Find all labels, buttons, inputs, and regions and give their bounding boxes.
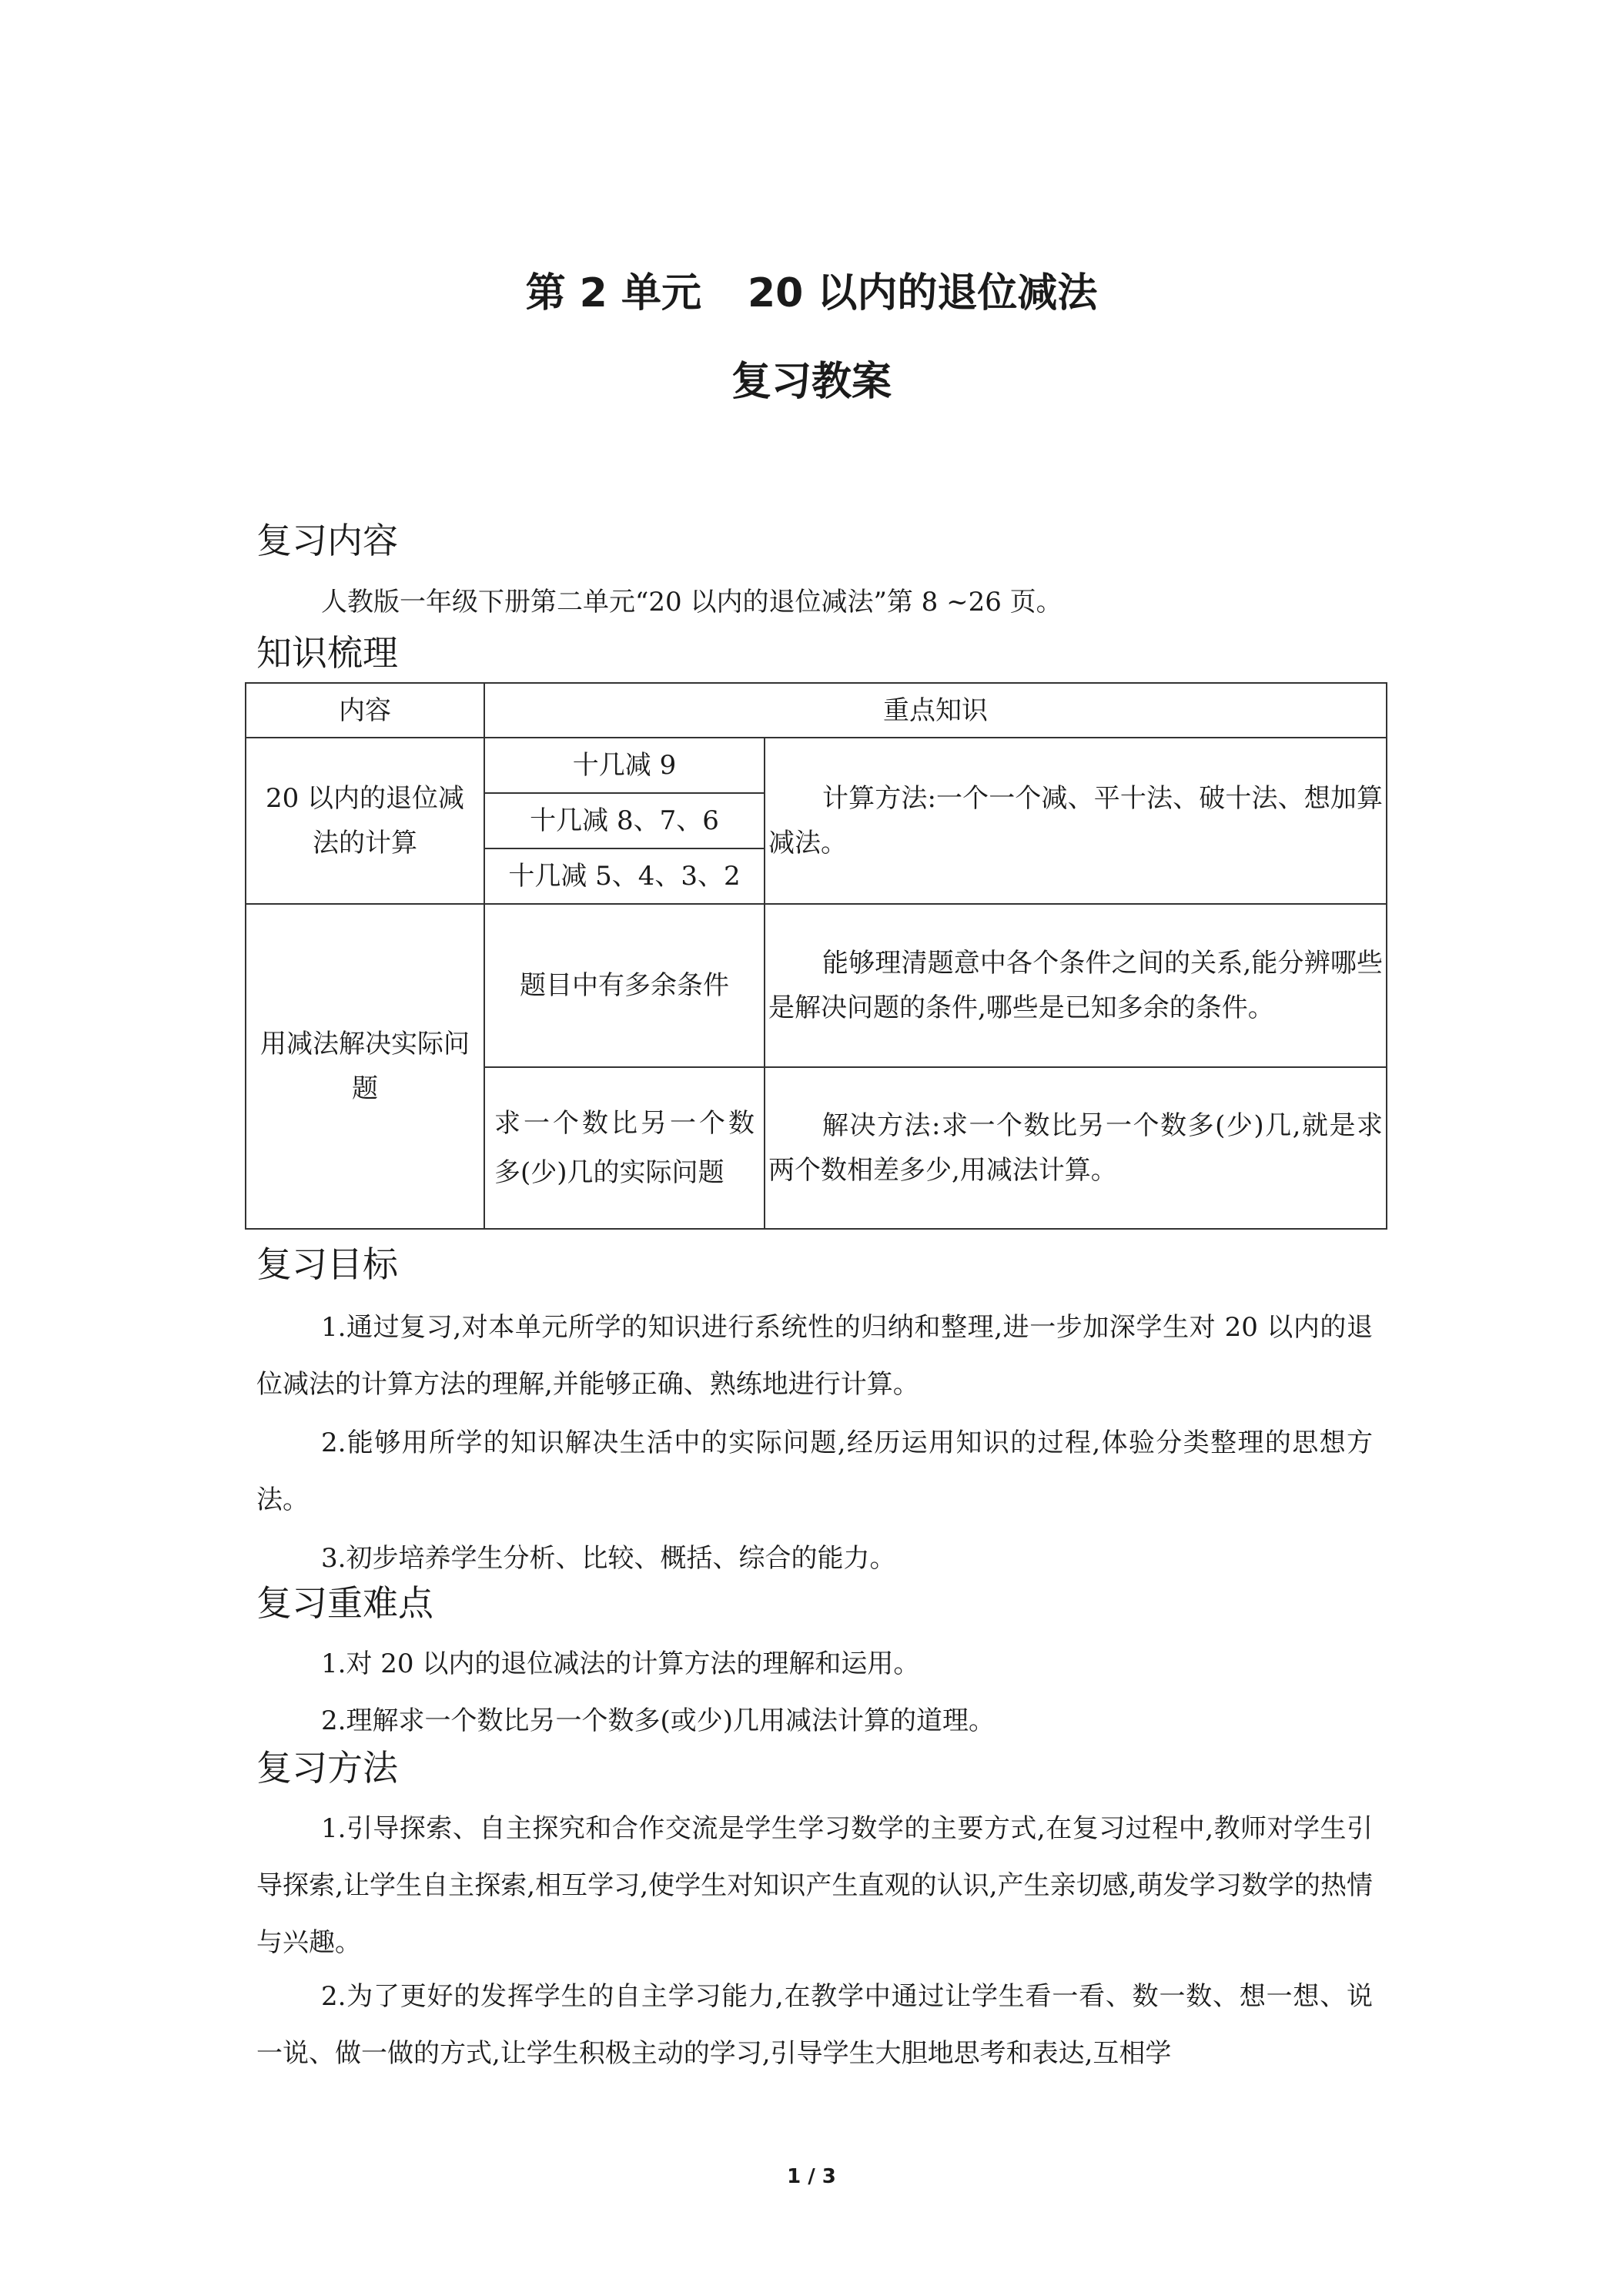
keypoint-item: 2.理解求一个数比另一个数多(或少)几用减法计算的道理。 xyxy=(321,1705,995,1736)
keypoint-item: 1.对 20 以内的退位减法的计算方法的理解和运用。 xyxy=(321,1648,920,1679)
row1-sub2: 十几减 8、7、6 xyxy=(484,793,765,848)
row1-sub3: 十几减 5、4、3、2 xyxy=(484,848,765,904)
row1-sub1: 十几减 9 xyxy=(484,738,765,793)
goal-item: 2.能够用所学的知识解决生活中的实际问题,经历运用知识的过程,体验分类整理的思想方法。 xyxy=(256,1427,1373,1515)
goal-item: 3.初步培养学生分析、比较、概括、综合的能力。 xyxy=(321,1543,896,1574)
header-content: 内容 xyxy=(246,683,484,738)
unit-topic: 20 以内的退位减法 xyxy=(747,270,1098,316)
section-heading-goals: 复习目标 xyxy=(256,1243,398,1285)
method-item: 1.引导探索、自主探究和合作交流是学生学习数学的主要方式,在复习过程中,教师对学生引导探索,让学生自主探索,相互学习,使学生对知识产生直观的认识,产生亲切感,萌发学习数学的热情与兴趣。 xyxy=(256,1813,1373,1958)
content-paragraph: 人教版一年级下册第二单元“20 以内的退位减法”第 8 ~26 页。 xyxy=(321,587,1062,618)
row1-category: 20 以内的退位减法的计算 xyxy=(246,738,484,904)
section-heading-keypoints: 复习重难点 xyxy=(256,1582,433,1624)
row2-sub2: 求一个数比另一个数多(少)几的实际问题 xyxy=(484,1067,765,1229)
row2-knowledge1: 能够理清题意中各个条件之间的关系,能分辨哪些是解决问题的条件,哪些是已知多余的条件。 xyxy=(765,904,1387,1067)
table-row xyxy=(246,904,1387,1067)
unit-label: 第 2 单元 xyxy=(525,270,701,316)
header-key-knowledge: 重点知识 xyxy=(484,683,1387,738)
row2-category: 用减法解决实际问题 xyxy=(246,904,484,1229)
table-header-row xyxy=(246,683,1387,738)
row2-sub1: 题目中有多余条件 xyxy=(484,904,765,1067)
document-title xyxy=(0,266,1623,321)
page-number: 1 / 3 xyxy=(787,2165,836,2188)
row1-knowledge: 计算方法:一个一个减、平十法、破十法、想加算减法。 xyxy=(765,738,1387,904)
section-heading-methods: 复习方法 xyxy=(256,1747,398,1789)
row2-knowledge2: 解决方法:求一个数比另一个数多(少)几,就是求两个数相差多少,用减法计算。 xyxy=(765,1067,1387,1229)
section-heading-content: 复习内容 xyxy=(256,520,398,561)
section-heading-knowledge: 知识梳理 xyxy=(256,632,398,674)
knowledge-table xyxy=(245,682,1387,1230)
table-row xyxy=(246,738,1387,793)
method-item: 2.为了更好的发挥学生的自主学习能力,在教学中通过让学生看一看、数一数、想一想、说一说、做一做的方式,让学生积极主动的学习,引导学生大胆地思考和表达,互相学 xyxy=(256,1981,1373,2069)
goal-item: 1.通过复习,对本单元所学的知识进行系统性的归纳和整理,进一步加深学生对 20 以内的退位减法的计算方法的理解,并能够正确、熟练地进行计算。 xyxy=(256,1312,1373,1400)
document-subtitle: 复习教案 xyxy=(731,359,892,405)
